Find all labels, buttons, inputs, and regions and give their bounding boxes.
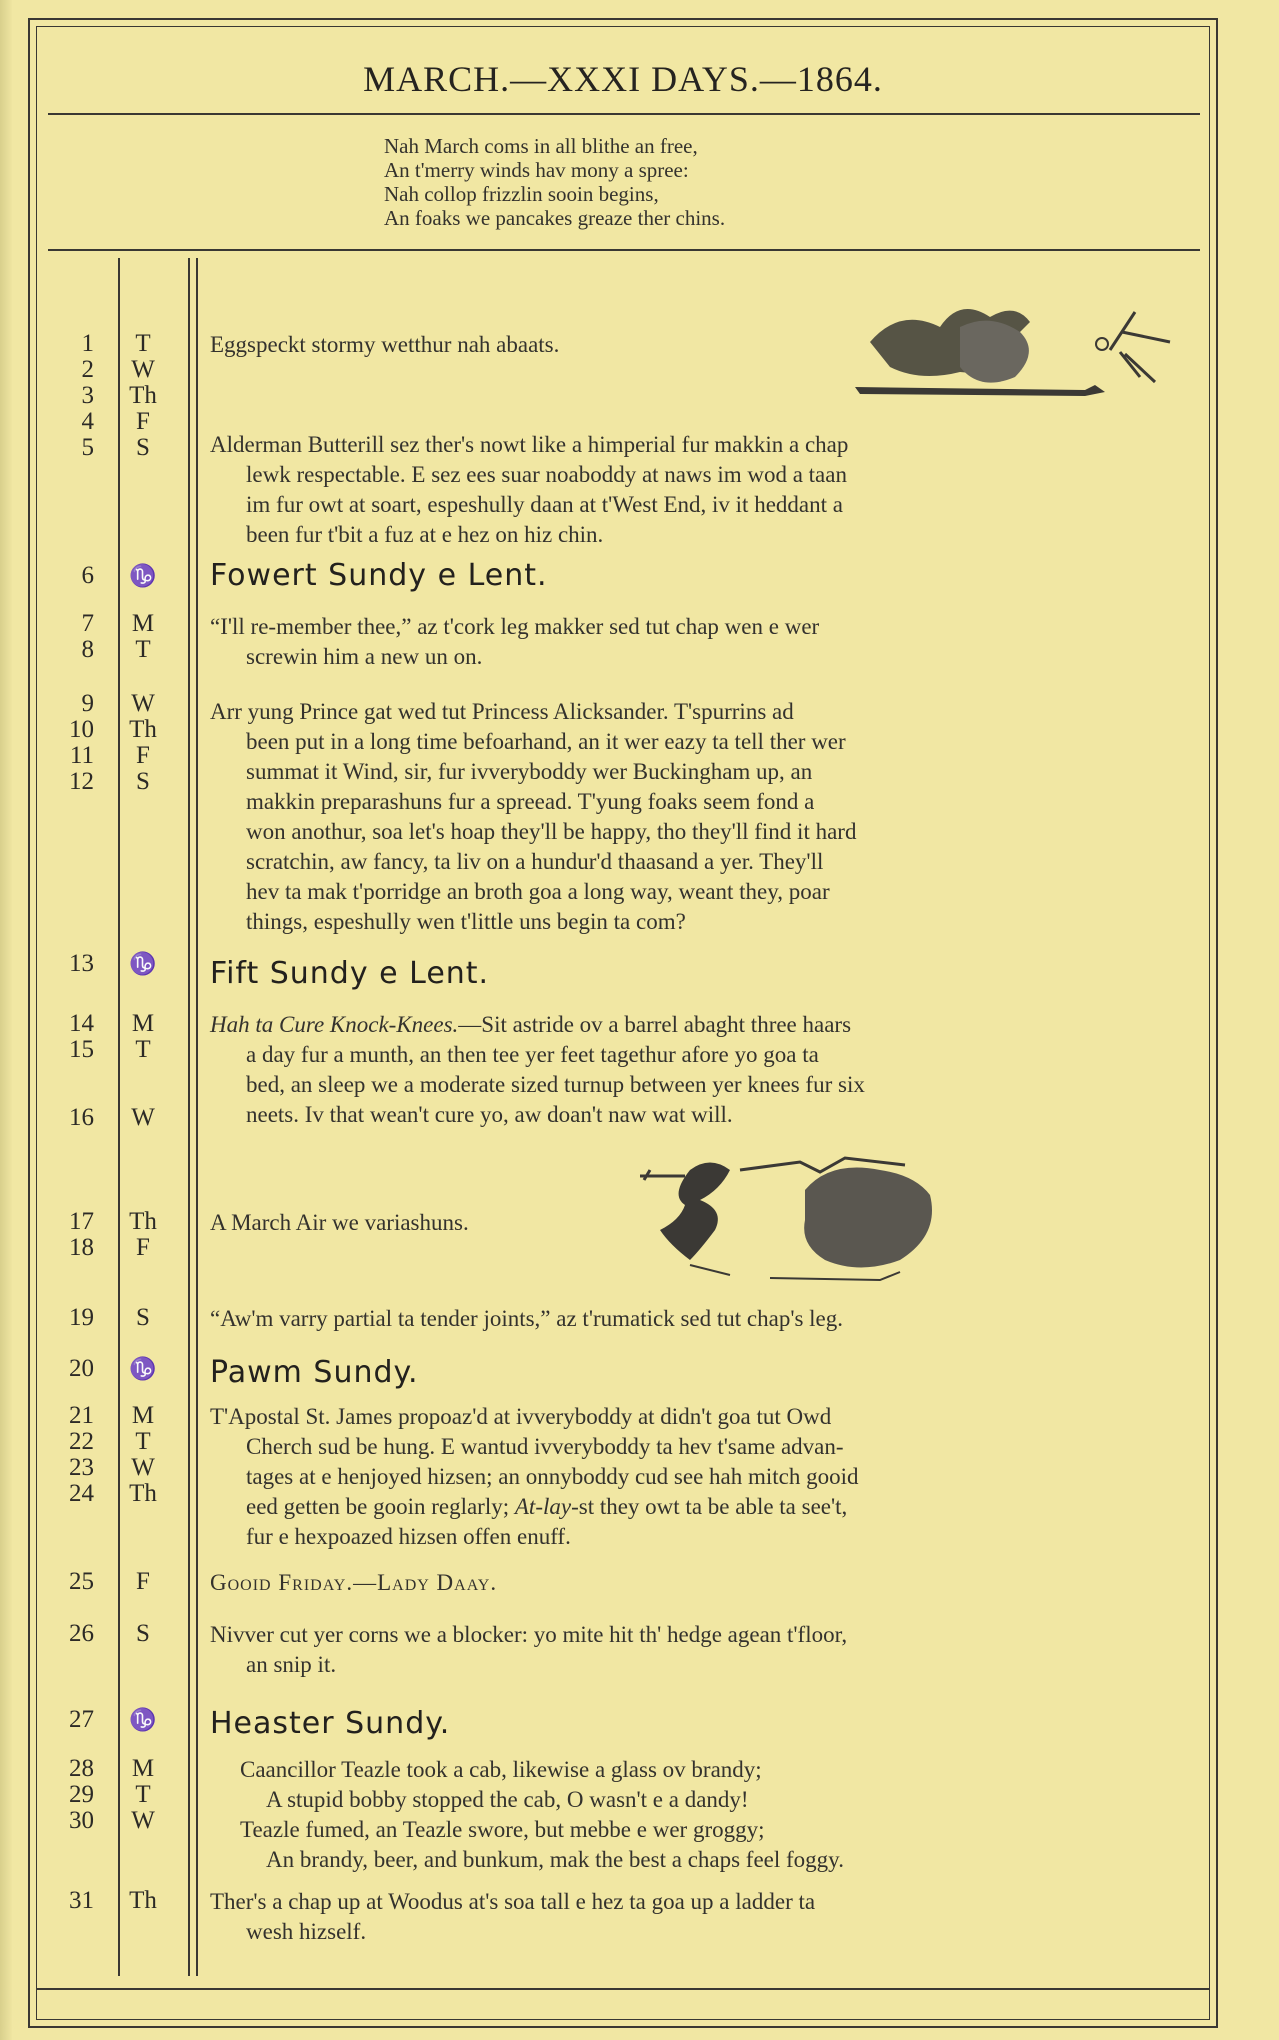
page-title: MARCH.—XXXI DAYS.—1864.	[363, 59, 883, 99]
day-number: 13	[69, 950, 94, 977]
entry-apostal	[210, 1402, 1190, 1552]
day-number: 14	[69, 1010, 94, 1037]
sunday-glyph: ♑	[129, 951, 157, 976]
text-line: hev ta mak t'porridge an broth goa a long way, weant they, poar	[246, 879, 830, 904]
entry-good-friday: Gooid Friday.—Lady Daay.	[210, 1570, 498, 1595]
weekday-letter: F	[136, 408, 150, 435]
text-line: T'Apostal St. James propoaz'd at ivveryboddy at didn't goa tut Owd	[210, 1404, 832, 1429]
storm-figures-illustration	[840, 282, 1190, 412]
text-line: neets. Iv that wean't cure yo, aw doan't naw wat will.	[246, 1102, 733, 1127]
heading-lent-4: Fowert Sundy e Lent.	[210, 558, 548, 593]
poem-line: A stupid bobby stopped the cab, O wasn't e a dandy!	[266, 1787, 749, 1812]
weekday-letter: W	[131, 690, 155, 717]
text-line: been put in a long time befoarhand, an it wer eazy ta tell ther wer	[246, 729, 846, 754]
text-line: “I'll re-member thee,” az t'cork leg makker sed tut chap wen e wer	[210, 614, 820, 639]
day-number: 12	[69, 768, 94, 795]
day-number: 26	[69, 1620, 94, 1647]
weekday-letter: S	[136, 434, 150, 461]
weekday-letter: Th	[129, 1887, 157, 1914]
weekday-letter: M	[131, 1010, 155, 1037]
day-number: 24	[69, 1480, 94, 1507]
day-number: 23	[69, 1454, 94, 1481]
weekday-letter: F	[136, 1568, 150, 1595]
day-number: 27	[69, 1706, 94, 1733]
weekday-letter: M	[131, 1755, 155, 1782]
weekday-letter: W	[131, 1807, 155, 1834]
day-number: 18	[69, 1234, 94, 1261]
weekday-letter: T	[135, 1036, 151, 1063]
text-line: summat it Wind, sir, fur ivveryboddy wer Buckingham up, an	[246, 759, 813, 784]
text-line: wesh hizself.	[246, 1919, 367, 1944]
poem-line: Caancillor Teazle took a cab, likewise a glass ov brandy;	[240, 1757, 762, 1782]
text-line: things, espeshully wen t'little uns begin ta com?	[246, 909, 686, 934]
entry-woodus	[210, 1887, 1190, 1947]
verse-rule	[48, 249, 1200, 251]
day-number: 5	[81, 434, 94, 461]
entry-joints: “Aw'm varry partial ta tender joints,” az t'rumatick sed tut chap's leg.	[210, 1306, 844, 1331]
text-line: a day fur a munth, an then tee yer feet tagethur afore yo goa ta	[246, 1042, 819, 1067]
sunday-glyph: ♑	[129, 1356, 157, 1381]
text-line: makkin preparashuns fur a spreead. T'yung foaks seem fond a	[246, 789, 815, 814]
heading-lent-5: Fift Sundy e Lent.	[210, 956, 490, 991]
text-line: Cherch sud be hung. E wantud ivveryboddy ta hev t'same advan-	[246, 1434, 844, 1459]
heading-palm-sunday: Pawm Sundy.	[210, 1355, 419, 1390]
text-line: Nivver cut yer corns we a blocker: yo mite hit th' hedge agean t'floor,	[210, 1622, 848, 1647]
text-line: Ther's a chap up at Woodus at's soa tall e hez ta goa up a ladder ta	[210, 1889, 816, 1914]
day-number: 7	[81, 610, 94, 637]
day-number: 2	[81, 356, 94, 383]
text-line: eed getten be gooin reglarly;	[246, 1494, 510, 1519]
column-rule	[196, 258, 198, 1976]
verse-line: An foaks we pancakes greaze ther chins.	[384, 206, 726, 230]
text-line: scratchin, aw fancy, ta liv on a hundur'd thaasand a yer. They'll	[246, 849, 824, 874]
entry-weather: Eggspeckt stormy wetthur nah abaats.	[210, 332, 560, 357]
weekday-letter: M	[131, 1402, 155, 1429]
entry-teazle-poem	[240, 1755, 844, 1875]
weekday-letter: Th	[129, 1480, 157, 1507]
text-line: won anothur, soa let's hoap they'll be happy, tho they'll find it hard	[246, 819, 857, 844]
weekday-letter: T	[135, 636, 151, 663]
opening-verse	[384, 134, 725, 230]
weekday-letter: F	[136, 742, 150, 769]
day-number: 6	[81, 562, 94, 589]
day-number: 21	[69, 1402, 94, 1429]
weekday-letter: T	[135, 1428, 151, 1455]
sunday-glyph: ♑	[129, 563, 157, 588]
day-number: 4	[81, 408, 94, 435]
entry-cork-leg	[210, 612, 1190, 672]
text-line: -st they owt ta be able ta see't,	[571, 1494, 848, 1519]
entry-knock-knees	[210, 1010, 1190, 1130]
day-number: 20	[69, 1355, 94, 1382]
verse-line: Nah collop frizzlin sooin begins,	[384, 182, 659, 206]
day-number: 31	[69, 1887, 94, 1914]
weekday-letter: Th	[129, 1208, 157, 1235]
weekday-letter: S	[136, 1620, 150, 1647]
poem-line: Teazle fumed, an Teazle swore, but mebbe e wer groggy;	[240, 1817, 765, 1842]
column-rule	[188, 258, 190, 1976]
day-number: 28	[69, 1755, 94, 1782]
text-line: been fur t'bit a fuz at e hez on hiz chin.	[246, 522, 604, 547]
entry-prince	[210, 697, 1190, 937]
text-line: im fur owt at soart, espeshully daan at t'West End, iv it heddant a	[246, 492, 843, 517]
text-line: Alderman Butterill sez ther's nowt like a himperial fur makkin a chap	[210, 432, 849, 457]
italic-word: At-lay	[514, 1494, 572, 1519]
knees-title: Hah ta Cure Knock-Knees.	[210, 1012, 459, 1037]
text-line: —Sit astride ov a barrel abaght three haars	[458, 1012, 852, 1037]
day-number: 11	[69, 742, 94, 769]
text-line: screwin him a new un on.	[246, 644, 483, 669]
day-number: 9	[81, 690, 94, 717]
text-line: bed, an sleep we a moderate sized turnup between yer knees fur six	[246, 1072, 865, 1097]
weekday-letter: F	[136, 1234, 150, 1261]
entry-butterill	[210, 430, 1190, 550]
weekday-letter: T	[135, 330, 151, 357]
musicians-illustration	[630, 1150, 960, 1285]
day-number: 30	[69, 1807, 94, 1834]
text-line: fur e hexpoazed hizsen offen enuff.	[246, 1524, 571, 1549]
poem-line: An brandy, beer, and bunkum, mak the best a chaps feel foggy.	[266, 1847, 844, 1872]
weekday-letter: S	[136, 768, 150, 795]
title-rule	[48, 113, 1200, 115]
text-line: lewk respectable. E sez ees suar noaboddy at naws im wod a taan	[246, 462, 847, 487]
heading-easter-sunday: Heaster Sundy.	[210, 1706, 451, 1741]
day-number: 16	[69, 1104, 94, 1131]
day-number: 10	[69, 716, 94, 743]
bottom-rule	[36, 1988, 1210, 1990]
weekday-letter: M	[131, 610, 155, 637]
day-number: 15	[69, 1036, 94, 1063]
day-number: 1	[81, 330, 94, 357]
day-number: 29	[69, 1781, 94, 1808]
day-number: 22	[69, 1428, 94, 1455]
weekday-letter: W	[131, 1454, 155, 1481]
text-line: tages at e henjoyed hizsen; an onnyboddy cud see hah mitch gooid	[246, 1464, 859, 1489]
day-number: 19	[69, 1304, 94, 1331]
verse-line: An t'merry winds hav mony a spree:	[384, 158, 689, 182]
day-number: 3	[81, 382, 94, 409]
weekday-letter: T	[135, 1781, 151, 1808]
weekday-letter: S	[136, 1304, 150, 1331]
day-number: 17	[69, 1208, 94, 1235]
text-line: an snip it.	[246, 1652, 337, 1677]
weekday-letter: Th	[129, 382, 157, 409]
entry-corns	[210, 1620, 1190, 1680]
page-edge	[0, 0, 12, 2040]
sunday-glyph: ♑	[129, 1707, 157, 1732]
entry-march-air: A March Air we variashuns.	[210, 1210, 469, 1235]
day-number: 8	[81, 636, 94, 663]
weekday-letter: Th	[129, 716, 157, 743]
day-number: 25	[69, 1568, 94, 1595]
weekday-letter: W	[131, 1104, 155, 1131]
text-line: Arr yung Prince gat wed tut Princess Alicksander. T'spurrins ad	[210, 699, 794, 724]
weekday-letter: W	[131, 356, 155, 383]
verse-line: Nah March coms in all blithe an free,	[384, 134, 698, 158]
